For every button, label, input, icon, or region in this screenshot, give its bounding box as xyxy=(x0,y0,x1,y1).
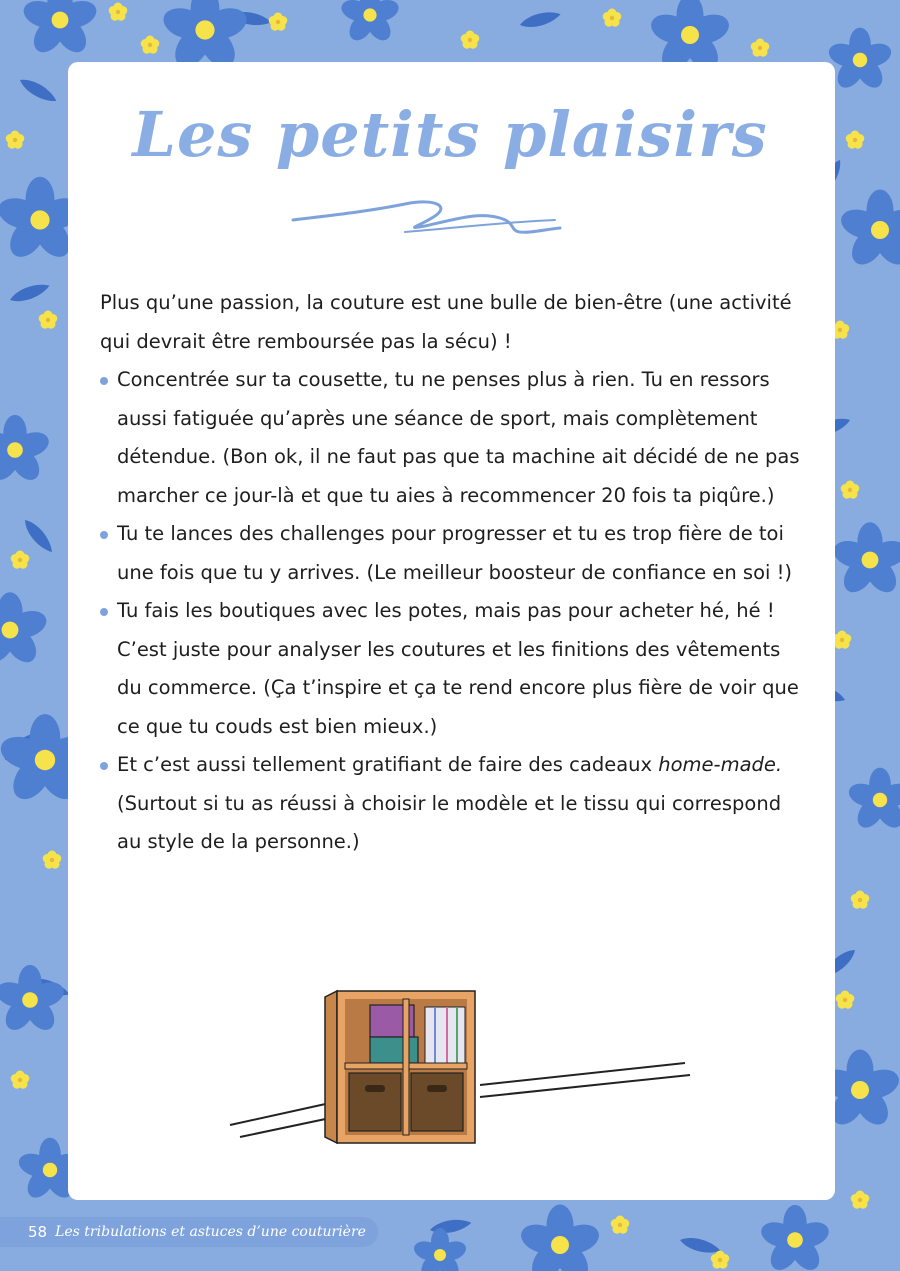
bullet-text-start: Et c’est aussi tellement gratifiant de faire des cadeaux xyxy=(117,753,659,776)
bullet-dot-icon xyxy=(100,608,108,616)
bullet-text: Concentrée sur ta cousette, tu ne penses plus à rien. Tu en ressors aussi fatiguée qu’après une séance de sport, mais complètement détendue. (Bon ok, il ne faut pas que ta machine ait décidé de ne pas marcher ce jour-là et que tu aies à recommencer 20 fois ta piqûre.) xyxy=(117,368,800,507)
intro-paragraph: Plus qu’une passion, la couture est une bulle de bien-être (une activité qui devrait être remboursée pas la sécu) ! xyxy=(100,291,792,353)
bullet-text-italic: home-made. xyxy=(658,753,783,776)
main-text xyxy=(100,284,805,862)
book-title: Les tribulations et astuces d’une couturière xyxy=(55,1224,366,1240)
page-number: 58 xyxy=(28,1223,48,1241)
bullet-dot-icon xyxy=(100,762,108,770)
bullet-item xyxy=(100,361,805,515)
bullet-text: Tu fais les boutiques avec les potes, mais pas pour acheter hé, hé ! C’est juste pour analyser les coutures et les finitions des vêtements du commerce. (Ça t’inspire et ça te rend encore plus fière de voir que ce que tu couds est bien mieux.) xyxy=(117,599,799,738)
page-title: Les petits plaisirs xyxy=(132,98,768,171)
shelf-illustration xyxy=(225,985,695,1155)
bullet-text: Tu te lances des challenges pour progresser et tu es trop fière de toi une fois que tu y arrives. (Le meilleur boosteur de confiance en soi !) xyxy=(117,522,793,584)
bullet-item xyxy=(100,592,805,746)
bullet-list xyxy=(100,361,805,862)
bullet-item xyxy=(100,746,805,862)
page-footer xyxy=(0,1217,378,1247)
bullet-item xyxy=(100,515,805,592)
bullet-dot-icon xyxy=(100,377,108,385)
bullet-text-end: (Surtout si tu as réussi à choisir le modèle et le tissu qui correspond au style de la personne.) xyxy=(117,791,782,853)
bullet-dot-icon xyxy=(100,531,108,539)
thread-swirl-icon xyxy=(285,192,565,252)
